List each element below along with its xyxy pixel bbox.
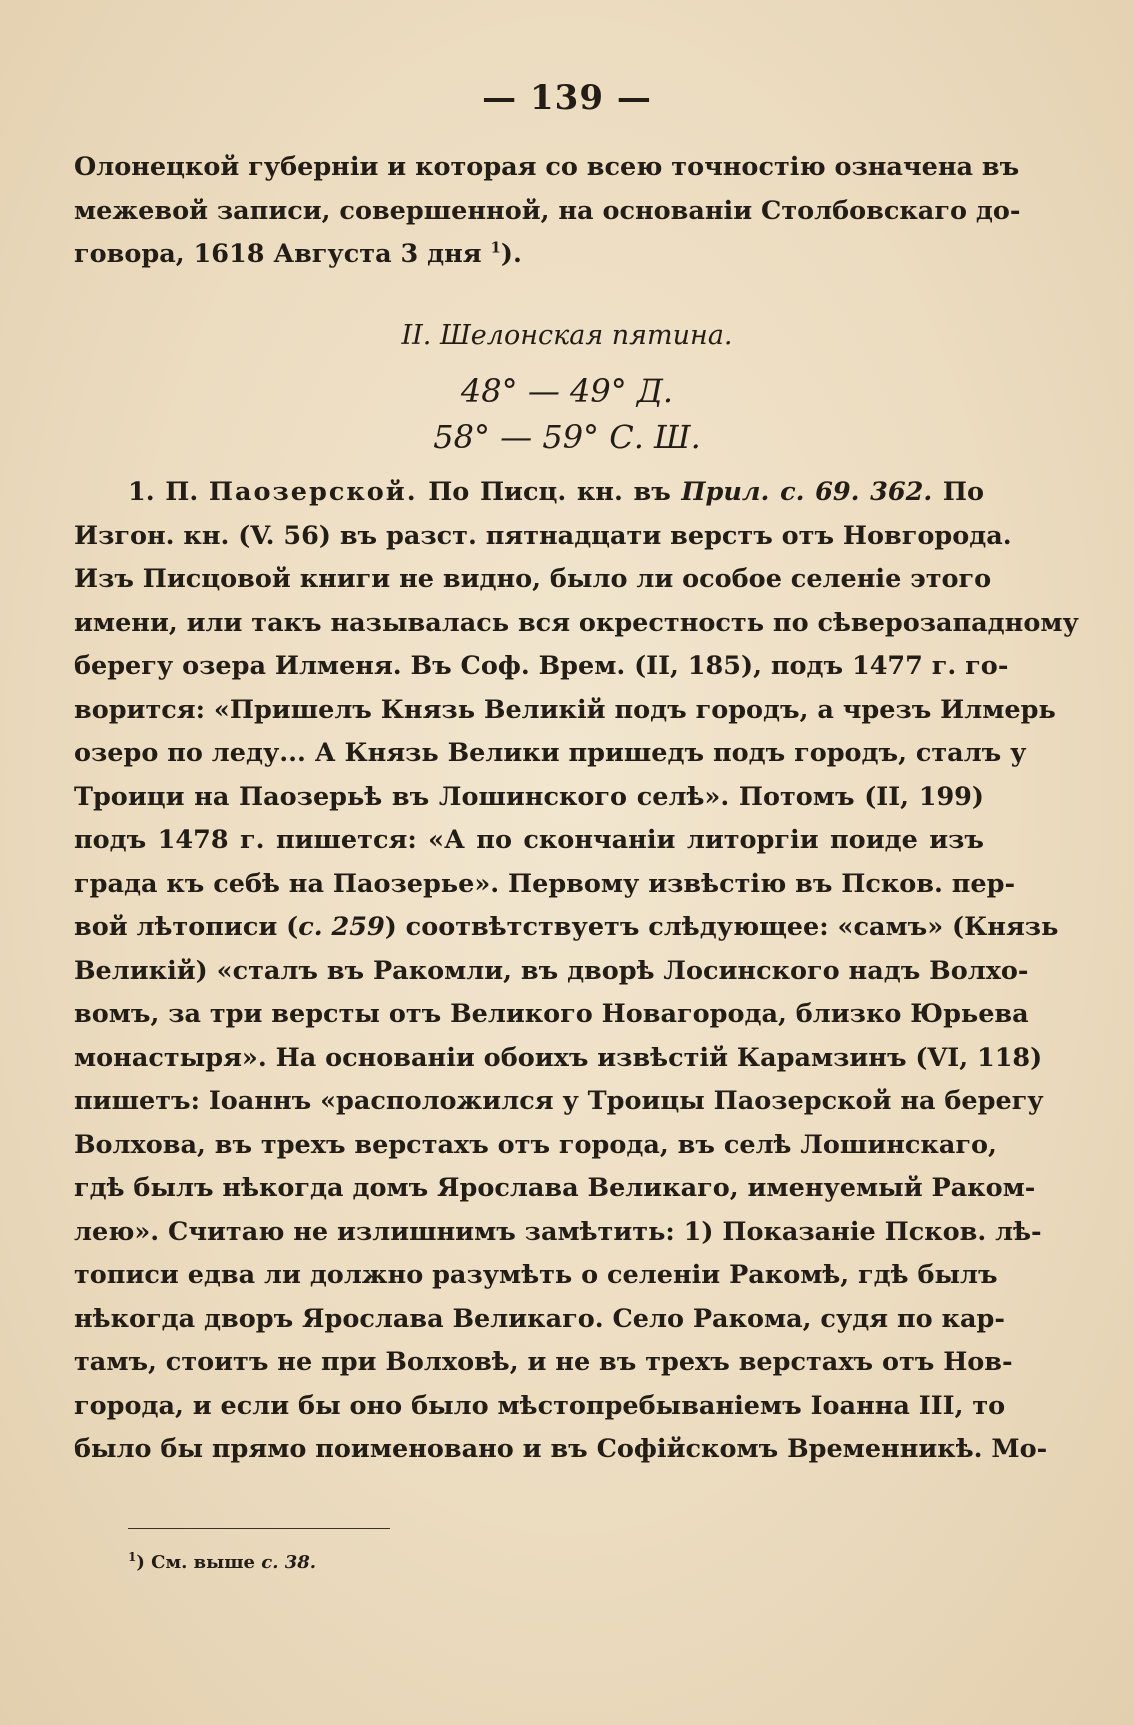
text-line (74, 233, 984, 277)
text-line (74, 906, 1059, 950)
text-line: Великій) «сталъ въ Ракомли, въ дворѣ Лосинского надъ Волхо- (74, 955, 1029, 986)
text-line: берегу озера Илменя. Въ Соф. Врем. (II, 185), подъ 1477 г. го- (74, 651, 1009, 681)
text-line: тамъ, стоитъ не при Волховѣ, и не въ трехъ верстахъ отъ Нов- (74, 1347, 1013, 1377)
text-line: Олонецкой губерніи и которая со всею точностію означена въ (74, 152, 1020, 182)
text-line: монастыря». На основаніи обоихъ извѣстій Карамзинъ (VI, 118) (74, 1042, 1043, 1073)
text-segment: вой лѣтописи ( (74, 912, 299, 942)
text-line-content: говора, 1618 Августа 3 дня (74, 239, 491, 269)
text-line: Изъ Писцовой книги не видно, было ли особое селеніе этого (74, 564, 992, 594)
text-line: вомъ, за три версты отъ Великого Новагорода, близко Юрьева (74, 999, 1029, 1029)
entry-number: 1. П. (128, 477, 209, 507)
text-line-end: ). (500, 239, 522, 269)
appendix-reference: Прил. с. 69. 362. (681, 477, 933, 507)
text-line: нѣкогда дворъ Ярослава Великаго. Село Ракома, судя по кар- (74, 1303, 1005, 1334)
place-name: Паозерской. (208, 477, 418, 507)
text-line: ворится: «Пришелъ Князь Великій подъ городъ, а чрезъ Илмерь (74, 694, 1056, 725)
text-line: имени, или такъ называлась вся окрестность по сѣверозападному (74, 607, 1079, 638)
text-line: озеро по леду... А Князь Велики пришедъ подъ городъ, сталъ у (74, 738, 1027, 768)
text-line: гдѣ былъ нѣкогда домъ Ярослава Великаго, именуемый Раком- (74, 1173, 1036, 1203)
longitude-range: 48° — 49° Д. (460, 372, 674, 410)
footnote-reference: 1 (490, 238, 501, 257)
top-paragraph (74, 146, 1021, 277)
text-line: Троици на Паозерьѣ въ Лошинского селѣ». Потомъ (II, 199) (74, 781, 984, 812)
footnote-divider (128, 1528, 390, 1529)
text-line: града къ себѣ на Паозерье». Первому извѣстію въ Псков. пер- (74, 868, 1016, 899)
section-title: II. Шелонская пятина. (401, 320, 733, 351)
main-paragraph (74, 471, 1079, 1472)
footnote-page-reference: с. 38. (261, 1552, 317, 1573)
latitude-range: 58° — 59° С. Ш. (433, 418, 701, 456)
text-line: межевой записи, совершенной, на основаніи Столбовскаго до- (74, 195, 1021, 226)
first-line (74, 471, 984, 515)
chronicle-reference: с. 259 (298, 912, 385, 942)
page-number: — 139 — (482, 78, 652, 118)
text-line: города, и если бы оно было мѣстопребываніемъ Іоанна III, то (74, 1390, 1006, 1421)
text-segment: По (932, 477, 984, 507)
text-line: Волхова, въ трехъ верстахъ отъ города, въ селѣ Лошинскаго, (74, 1129, 997, 1160)
text-line: подъ 1478 г. пишется: «А по скончаніи литоргіи поиде изъ (74, 825, 984, 855)
footnote (128, 1552, 316, 1573)
text-line: пишетъ: Іоаннъ «расположился у Троицы Паозерской на берегу (74, 1086, 1044, 1116)
text-line: тописи едва ли должно разумѣть о селеніи Ракомѣ, гдѣ былъ (74, 1260, 998, 1290)
footnote-text: ) См. выше (136, 1552, 262, 1573)
text-line: лею». Считаю не излишнимъ замѣтить: 1) Показаніе Псков. лѣ- (74, 1216, 1042, 1247)
text-segment: ) соотвѣтствуетъ слѣдующее: «самъ» (Князь (384, 912, 1059, 942)
text-line: Изгон. кн. (V. 56) въ разст. пятнадцати верстъ отъ Новгорода. (74, 520, 1012, 551)
footnote-marker: 1 (128, 1550, 137, 1564)
text-line: было бы прямо поименовано и въ Софійскомъ Временникѣ. Мо- (74, 1434, 1048, 1464)
text-segment: По Писц. кн. въ (417, 477, 682, 507)
